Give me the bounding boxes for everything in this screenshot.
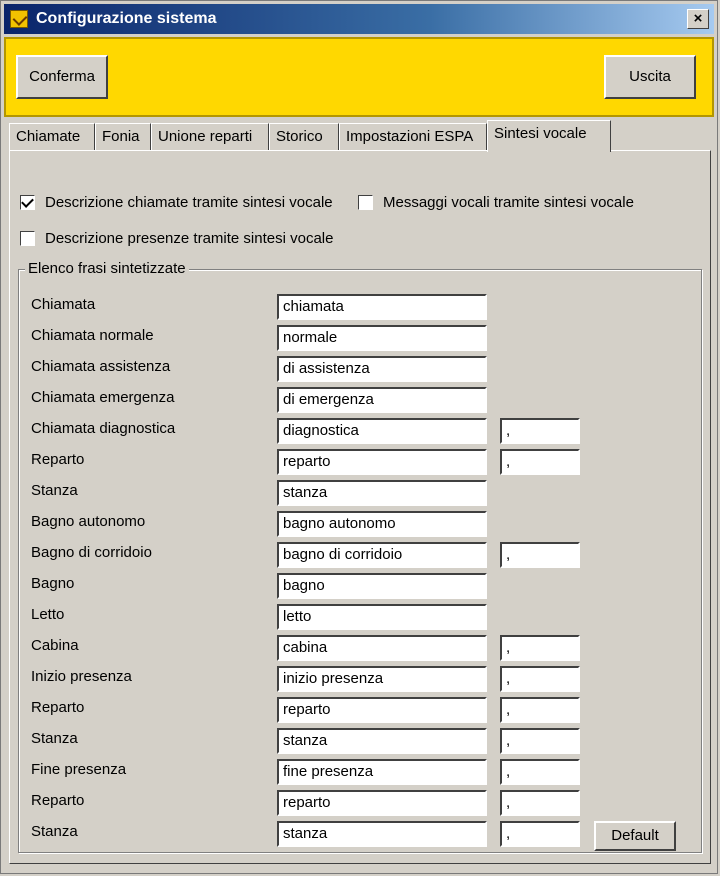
- tab-fonia[interactable]: Fonia: [95, 123, 151, 151]
- option-label: Descrizione presenze tramite sintesi vocale: [45, 230, 334, 247]
- phrase-input[interactable]: reparto: [277, 790, 487, 816]
- tab-panel-sintesi-vocale: [9, 150, 711, 864]
- checkbox-messaggi-vocali[interactable]: [358, 195, 373, 210]
- phrase-label: Chiamata normale: [31, 327, 154, 344]
- separator-input[interactable]: ,: [500, 728, 580, 754]
- separator-input[interactable]: ,: [500, 759, 580, 785]
- phrase-input[interactable]: di emergenza: [277, 387, 487, 413]
- option-messaggi-vocali[interactable]: [358, 194, 634, 211]
- phrase-input[interactable]: reparto: [277, 449, 487, 475]
- phrase-label: Reparto: [31, 699, 85, 716]
- phrase-input[interactable]: bagno: [277, 573, 487, 599]
- tab-sintesi-vocale[interactable]: Sintesi vocale: [487, 120, 611, 152]
- phrase-input[interactable]: chiamata: [277, 294, 487, 320]
- exit-button[interactable]: Uscita: [604, 55, 696, 99]
- separator-input[interactable]: ,: [500, 542, 580, 568]
- phrase-label: Reparto: [31, 792, 85, 809]
- separator-input[interactable]: ,: [500, 697, 580, 723]
- separator-input[interactable]: ,: [500, 821, 580, 847]
- phrase-label: Stanza: [31, 730, 78, 747]
- phrase-input[interactable]: stanza: [277, 728, 487, 754]
- tab-impostazioni-espa[interactable]: Impostazioni ESPA: [339, 123, 487, 151]
- separator-input[interactable]: ,: [500, 418, 580, 444]
- phrase-input[interactable]: stanza: [277, 480, 487, 506]
- tab-chiamate[interactable]: Chiamate: [9, 123, 95, 151]
- phrase-label: Chiamata assistenza: [31, 358, 171, 375]
- option-label: Descrizione chiamate tramite sintesi vocale: [45, 194, 333, 211]
- phrase-label: Stanza: [31, 823, 78, 840]
- option-label: Messaggi vocali tramite sintesi vocale: [383, 194, 634, 211]
- default-button[interactable]: Default: [594, 821, 676, 851]
- separator-input[interactable]: ,: [500, 635, 580, 661]
- separator-input[interactable]: ,: [500, 790, 580, 816]
- phrase-label: Inizio presenza: [31, 668, 132, 685]
- phrase-label: Bagno autonomo: [31, 513, 146, 530]
- group-title: Elenco frasi sintetizzate: [25, 260, 189, 277]
- phrase-input[interactable]: di assistenza: [277, 356, 487, 382]
- phrase-input[interactable]: reparto: [277, 697, 487, 723]
- phrase-input[interactable]: stanza: [277, 821, 487, 847]
- phrase-label: Chiamata: [31, 296, 96, 313]
- phrase-label: Chiamata emergenza: [31, 389, 175, 406]
- tab-strip: [9, 121, 709, 151]
- app-icon: [10, 10, 28, 28]
- phrase-label: Fine presenza: [31, 761, 127, 778]
- phrases-group: [18, 260, 702, 853]
- checkbox-descrizione-chiamate[interactable]: [20, 195, 35, 210]
- phrase-input[interactable]: letto: [277, 604, 487, 630]
- window-title: Configurazione sistema: [36, 10, 217, 27]
- toolbar-panel: [4, 37, 714, 117]
- tab-storico[interactable]: Storico: [269, 123, 339, 151]
- phrase-label: Chiamata diagnostica: [31, 420, 176, 437]
- confirm-button[interactable]: Conferma: [16, 55, 108, 99]
- phrase-input[interactable]: cabina: [277, 635, 487, 661]
- close-icon[interactable]: ×: [687, 9, 709, 29]
- checkbox-descrizione-presenze[interactable]: [20, 231, 35, 246]
- phrase-label: Bagno di corridoio: [31, 544, 152, 561]
- phrase-input[interactable]: inizio presenza: [277, 666, 487, 692]
- separator-input[interactable]: ,: [500, 449, 580, 475]
- tab-unione-reparti[interactable]: Unione reparti: [151, 123, 269, 151]
- phrase-label: Letto: [31, 606, 65, 623]
- phrase-label: Cabina: [31, 637, 79, 654]
- phrase-label: Stanza: [31, 482, 78, 499]
- title-bar[interactable]: [4, 4, 714, 34]
- phrase-label: Bagno: [31, 575, 75, 592]
- option-descrizione-chiamate[interactable]: [20, 194, 333, 211]
- option-descrizione-presenze[interactable]: [20, 230, 333, 247]
- separator-input[interactable]: ,: [500, 666, 580, 692]
- phrase-input[interactable]: fine presenza: [277, 759, 487, 785]
- phrase-input[interactable]: normale: [277, 325, 487, 351]
- phrase-input[interactable]: diagnostica: [277, 418, 487, 444]
- phrase-input[interactable]: bagno di corridoio: [277, 542, 487, 568]
- phrase-input[interactable]: bagno autonomo: [277, 511, 487, 537]
- phrase-label: Reparto: [31, 451, 85, 468]
